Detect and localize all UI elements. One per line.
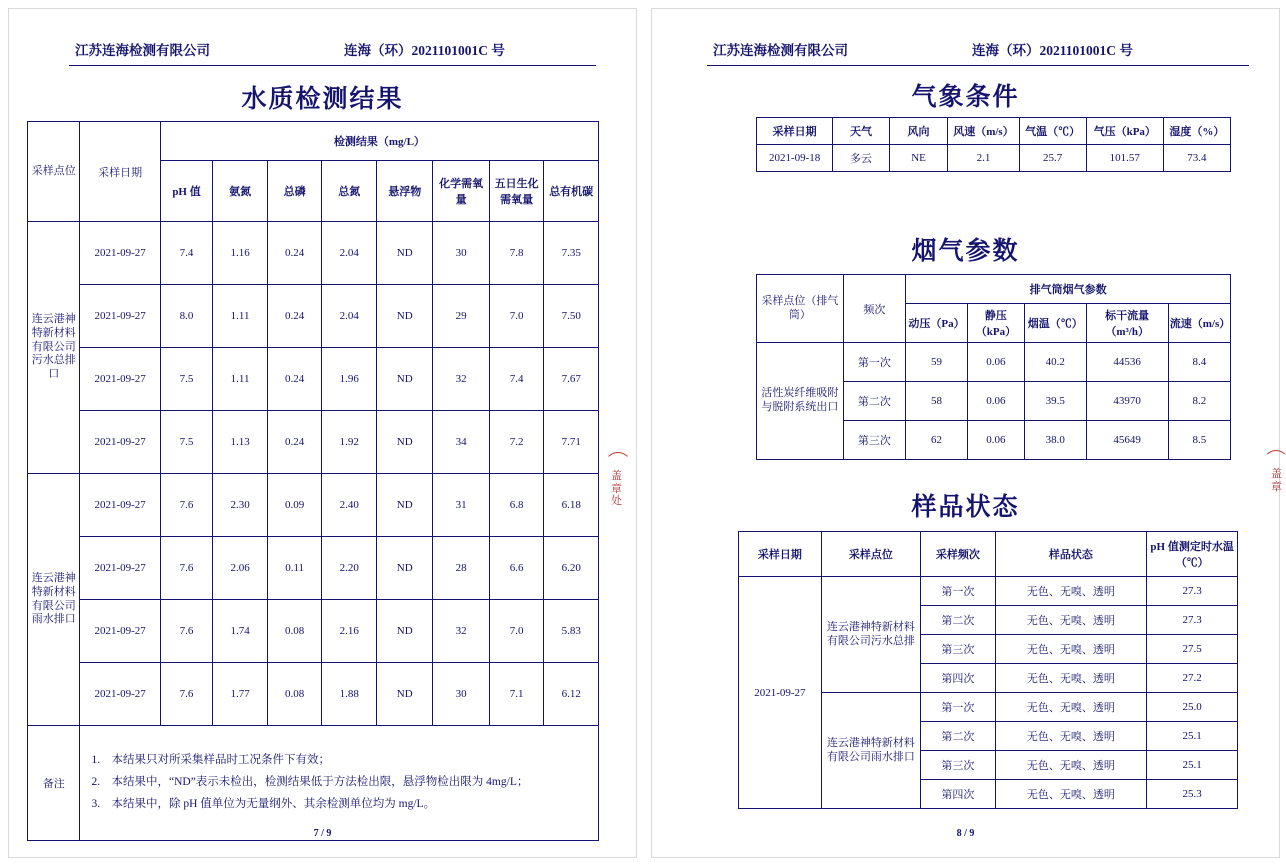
cell-water-temperature: 27.3 — [1147, 577, 1238, 606]
cell-sampling-point: 连云港神特新材料有限公司污水总排 — [821, 577, 920, 693]
cell-value-ammonia: 2.30 — [213, 474, 268, 537]
cell-value-nitrogen: 1.96 — [322, 348, 377, 411]
sample-state-table — [738, 531, 1238, 809]
remark-number: 2. — [91, 776, 101, 789]
cell-pressure: 101.57 — [1086, 145, 1163, 172]
col-header-ph-water-temperature: pH 值测定时水温（℃） — [1147, 532, 1238, 577]
cell-flue-temperature: 40.2 — [1025, 343, 1087, 382]
cell-sampling-point: 连云港神特新材料有限公司雨水排口 — [28, 474, 80, 726]
header-report-number: 连海（环）2021101001C 号 — [344, 43, 505, 58]
cell-value-cod: 34 — [433, 411, 489, 474]
table-row — [28, 663, 599, 726]
col-header-velocity: 流速（m/s） — [1168, 304, 1230, 343]
cell-value-toc: 7.67 — [544, 348, 599, 411]
cell-date: 2021-09-27 — [739, 577, 822, 809]
weather-conditions-table — [756, 117, 1231, 172]
cell-value-ammonia: 1.77 — [213, 663, 268, 726]
section-title-weather: 气象条件 — [911, 82, 1020, 111]
cell-flue-temperature: 39.5 — [1025, 382, 1087, 421]
document-page-right — [643, 0, 1286, 864]
col-header-wind-speed: 风速（m/s） — [948, 118, 1019, 145]
cell-value-toc: 7.35 — [544, 222, 599, 285]
cell-dynamic-pressure: 62 — [906, 421, 968, 460]
cell-value-ph: 7.6 — [160, 474, 213, 537]
cell-humidity: 73.4 — [1163, 145, 1230, 172]
cell-value-phosphorus: 0.24 — [267, 222, 322, 285]
table-row — [757, 145, 1231, 172]
col-header-flue-group: 排气筒烟气参数 — [906, 275, 1231, 304]
cell-value-phosphorus: 0.08 — [267, 663, 322, 726]
cell-value-bod: 6.6 — [489, 537, 543, 600]
col-header-weather: 天气 — [833, 118, 890, 145]
cell-value-nitrogen: 2.04 — [322, 222, 377, 285]
cell-value-bod: 6.8 — [489, 474, 543, 537]
table-row — [28, 537, 599, 600]
cell-value-ammonia: 1.16 — [213, 222, 268, 285]
cell-value-cod: 32 — [433, 348, 489, 411]
cell-standard-dry-flow: 45649 — [1086, 421, 1168, 460]
seal-arc-right — [1263, 450, 1286, 476]
cell-value-ss: ND — [376, 411, 432, 474]
cell-frequency: 第三次 — [921, 635, 995, 664]
cell-weather: 多云 — [833, 145, 890, 172]
col-header-ammonia: 氨氮 — [213, 161, 268, 222]
table-row — [28, 411, 599, 474]
table-row — [28, 600, 599, 663]
col-header-air-pressure: 气压（kPa） — [1086, 118, 1163, 145]
cell-sample-state: 无色、无嗅、透明 — [995, 693, 1147, 722]
col-header-sampling-point: 采样点位（排气筒） — [757, 275, 844, 343]
remark-label: 备注 — [28, 726, 80, 841]
col-header-wind-direction: 风向 — [889, 118, 948, 145]
cell-value-ss: ND — [376, 474, 432, 537]
cell-water-temperature: 27.2 — [1147, 664, 1238, 693]
page-header-right — [707, 39, 1249, 66]
cell-date: 2021-09-27 — [80, 348, 160, 411]
col-header-flue-temperature: 烟温（℃） — [1025, 304, 1087, 343]
cell-value-bod: 7.0 — [489, 600, 543, 663]
page-sheet-left — [8, 8, 637, 858]
section-title-sample-state: 样品状态 — [911, 492, 1020, 521]
cell-water-temperature: 27.3 — [1147, 606, 1238, 635]
cell-frequency: 第一次 — [921, 693, 995, 722]
col-header-humidity: 湿度（%） — [1163, 118, 1230, 145]
page-sheet-right — [651, 8, 1280, 858]
cell-frequency: 第三次 — [921, 751, 995, 780]
cell-value-cod: 30 — [433, 222, 489, 285]
cell-value-ammonia: 1.11 — [213, 285, 268, 348]
table-header-row — [757, 118, 1231, 145]
col-header-total-phosphorus: 总磷 — [267, 161, 322, 222]
table-header-row-1 — [757, 275, 1231, 304]
col-header-sampling-frequency: 采样频次 — [921, 532, 995, 577]
cell-value-ss: ND — [376, 222, 432, 285]
cell-value-phosphorus: 0.24 — [267, 348, 322, 411]
cell-value-ph: 8.0 — [160, 285, 213, 348]
cell-water-temperature: 25.0 — [1147, 693, 1238, 722]
table-row — [739, 577, 1238, 606]
col-header-cod: 化学需氧量 — [433, 161, 489, 222]
cell-value-bod: 7.0 — [489, 285, 543, 348]
cell-date: 2021-09-27 — [80, 663, 160, 726]
col-header-sampling-point: 采样点位 — [821, 532, 920, 577]
table-header-row — [739, 532, 1238, 577]
cell-date: 2021-09-27 — [80, 411, 160, 474]
col-header-static-pressure: 静压（kPa） — [967, 304, 1024, 343]
col-header-frequency: 频次 — [843, 275, 905, 343]
cell-sample-state: 无色、无嗅、透明 — [995, 751, 1147, 780]
cell-temperature: 25.7 — [1019, 145, 1086, 172]
remark-row — [28, 726, 599, 841]
col-header-sampling-date: 采样日期 — [739, 532, 822, 577]
remark-text: 本结果中，除 pH 值单位为无量纲外、其余检测单位均为 mg/L。 — [111, 797, 436, 810]
col-header-sampling-point: 采样点位 — [28, 122, 80, 222]
col-header-sample-state: 样品状态 — [995, 532, 1147, 577]
cell-value-cod: 28 — [433, 537, 489, 600]
cell-water-temperature: 25.1 — [1147, 722, 1238, 751]
cell-value-ss: ND — [376, 537, 432, 600]
seal-margin-mark-right: 盖章 — [1271, 468, 1282, 493]
col-header-total-nitrogen: 总氮 — [322, 161, 377, 222]
cell-value-bod: 7.2 — [489, 411, 543, 474]
cell-sample-state: 无色、无嗅、透明 — [995, 722, 1147, 751]
col-header-sampling-date: 采样日期 — [80, 122, 160, 222]
cell-value-ph: 7.6 — [160, 663, 213, 726]
page-title-water-results: 水质检测结果 — [241, 84, 404, 113]
table-row — [28, 474, 599, 537]
cell-frequency: 第二次 — [843, 382, 905, 421]
cell-value-ph: 7.5 — [160, 411, 213, 474]
cell-value-cod: 32 — [433, 600, 489, 663]
cell-value-ph: 7.5 — [160, 348, 213, 411]
cell-static-pressure: 0.06 — [967, 421, 1024, 460]
col-header-bod5: 五日生化需氧量 — [489, 161, 543, 222]
col-header-sampling-date: 采样日期 — [757, 118, 833, 145]
table-row — [28, 348, 599, 411]
cell-frequency: 第三次 — [843, 421, 905, 460]
cell-wind-speed: 2.1 — [948, 145, 1019, 172]
cell-value-ammonia: 1.13 — [213, 411, 268, 474]
col-header-ph: pH 值 — [160, 161, 213, 222]
cell-value-toc: 7.71 — [544, 411, 599, 474]
remark-number: 1. — [91, 754, 101, 767]
remark-text: 本结果中，“ND”表示未检出，检测结果低于方法检出限，悬浮物检出限为 4mg/L； — [111, 776, 529, 789]
cell-velocity: 8.5 — [1168, 421, 1230, 460]
col-header-air-temperature: 气温（℃） — [1019, 118, 1086, 145]
header-company-name: 江苏连海检测有限公司 — [75, 43, 210, 58]
cell-value-bod: 7.8 — [489, 222, 543, 285]
cell-sampling-point: 活性炭纤维吸附与脱附系统出口 — [757, 343, 844, 460]
cell-value-ammonia: 2.06 — [213, 537, 268, 600]
header-company-name: 江苏连海检测有限公司 — [713, 43, 848, 58]
col-header-dynamic-pressure: 动压（Pa） — [906, 304, 968, 343]
water-quality-table — [27, 121, 599, 841]
table-row — [28, 285, 599, 348]
flue-gas-parameters-table — [756, 274, 1231, 460]
page-number-right: 8 / 9 — [956, 828, 975, 839]
cell-value-nitrogen: 1.92 — [322, 411, 377, 474]
cell-value-phosphorus: 0.11 — [267, 537, 322, 600]
cell-value-ph: 7.6 — [160, 537, 213, 600]
cell-value-cod: 29 — [433, 285, 489, 348]
cell-value-ss: ND — [376, 348, 432, 411]
cell-value-phosphorus: 0.09 — [267, 474, 322, 537]
table-header-row-1 — [28, 122, 599, 161]
cell-date: 2021-09-27 — [80, 222, 160, 285]
cell-flue-temperature: 38.0 — [1025, 421, 1087, 460]
cell-date: 2021-09-18 — [757, 145, 833, 172]
col-header-standard-dry-flow: 标干流量（m³/h） — [1086, 304, 1168, 343]
cell-value-nitrogen: 2.40 — [322, 474, 377, 537]
col-header-suspended-solids: 悬浮物 — [376, 161, 432, 222]
cell-static-pressure: 0.06 — [967, 343, 1024, 382]
cell-value-toc: 5.83 — [544, 600, 599, 663]
table-row — [757, 343, 1231, 382]
cell-value-phosphorus: 0.08 — [267, 600, 322, 663]
cell-value-nitrogen: 2.04 — [322, 285, 377, 348]
cell-dynamic-pressure: 59 — [906, 343, 968, 382]
cell-value-nitrogen: 2.16 — [322, 600, 377, 663]
cell-frequency: 第四次 — [921, 780, 995, 809]
cell-velocity: 8.2 — [1168, 382, 1230, 421]
seal-margin-mark-left: 盖章处 — [611, 470, 622, 508]
cell-value-toc: 6.20 — [544, 537, 599, 600]
cell-standard-dry-flow: 44536 — [1086, 343, 1168, 382]
cell-sample-state: 无色、无嗅、透明 — [995, 577, 1147, 606]
remark-text: 本结果只对所采集样品时工况条件下有效； — [111, 754, 330, 767]
cell-sample-state: 无色、无嗅、透明 — [995, 780, 1147, 809]
cell-dynamic-pressure: 58 — [906, 382, 968, 421]
remark-content — [80, 726, 599, 841]
cell-value-bod: 7.1 — [489, 663, 543, 726]
cell-frequency: 第一次 — [921, 577, 995, 606]
cell-date: 2021-09-27 — [80, 600, 160, 663]
cell-value-phosphorus: 0.24 — [267, 411, 322, 474]
cell-static-pressure: 0.06 — [967, 382, 1024, 421]
cell-value-ss: ND — [376, 663, 432, 726]
cell-value-ammonia: 1.74 — [213, 600, 268, 663]
cell-frequency: 第四次 — [921, 664, 995, 693]
cell-date: 2021-09-27 — [80, 474, 160, 537]
cell-frequency: 第一次 — [843, 343, 905, 382]
cell-water-temperature: 25.1 — [1147, 751, 1238, 780]
cell-date: 2021-09-27 — [80, 537, 160, 600]
cell-sample-state: 无色、无嗅、透明 — [995, 635, 1147, 664]
remark-number: 3. — [91, 797, 101, 810]
cell-frequency: 第二次 — [921, 722, 995, 751]
seal-arc-left — [604, 452, 632, 480]
table-row — [28, 222, 599, 285]
col-header-toc: 总有机碳 — [544, 161, 599, 222]
remark-item — [91, 750, 597, 772]
cell-value-nitrogen: 1.88 — [322, 663, 377, 726]
cell-velocity: 8.4 — [1168, 343, 1230, 382]
cell-value-phosphorus: 0.24 — [267, 285, 322, 348]
page-number-left: 7 / 9 — [313, 828, 332, 839]
cell-value-ss: ND — [376, 285, 432, 348]
cell-water-temperature: 27.5 — [1147, 635, 1238, 664]
cell-value-ph: 7.6 — [160, 600, 213, 663]
cell-value-nitrogen: 2.20 — [322, 537, 377, 600]
cell-value-cod: 31 — [433, 474, 489, 537]
remark-item — [91, 794, 597, 816]
cell-value-toc: 6.18 — [544, 474, 599, 537]
page-header-left — [69, 39, 596, 66]
cell-sampling-point: 连云港神特新材料有限公司雨水排口 — [821, 693, 920, 809]
cell-value-cod: 30 — [433, 663, 489, 726]
cell-value-toc: 6.12 — [544, 663, 599, 726]
cell-sampling-point: 连云港神特新材料有限公司污水总排口 — [28, 222, 80, 474]
cell-frequency: 第二次 — [921, 606, 995, 635]
cell-wind-direction: NE — [889, 145, 948, 172]
cell-sample-state: 无色、无嗅、透明 — [995, 664, 1147, 693]
cell-standard-dry-flow: 43970 — [1086, 382, 1168, 421]
remark-item — [91, 772, 597, 794]
col-header-result-group: 检测结果（mg/L） — [160, 122, 598, 161]
cell-date: 2021-09-27 — [80, 285, 160, 348]
cell-value-ss: ND — [376, 600, 432, 663]
cell-water-temperature: 25.3 — [1147, 780, 1238, 809]
cell-sample-state: 无色、无嗅、透明 — [995, 606, 1147, 635]
cell-value-toc: 7.50 — [544, 285, 599, 348]
header-report-number: 连海（环）2021101001C 号 — [972, 43, 1133, 58]
cell-value-bod: 7.4 — [489, 348, 543, 411]
section-title-flue-gas: 烟气参数 — [911, 236, 1020, 265]
cell-value-ammonia: 1.11 — [213, 348, 268, 411]
cell-value-ph: 7.4 — [160, 222, 213, 285]
